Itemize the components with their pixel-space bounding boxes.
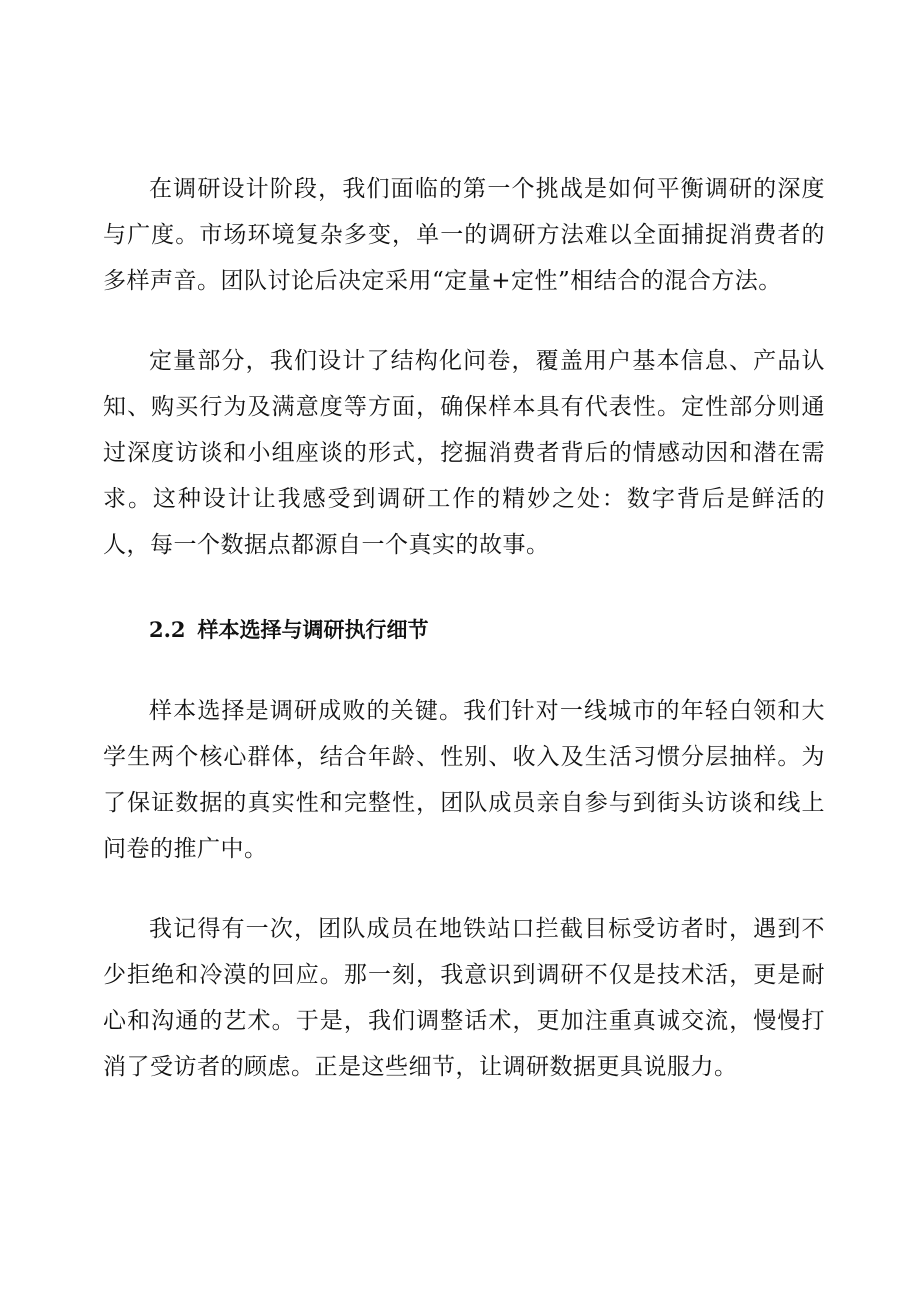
section-title: 样本选择与调研执行细节 [197,618,429,642]
paragraph-field-story: 我记得有一次，团队成员在地铁站口拦截目标受访者时，遇到不少拒绝和冷漠的回应。那一刻，我意识到调研不仅是技术活，更是耐心和沟通的艺术。于是，我们调整话术，更加注重真诚交流，慢慢打消了受访者的顾虑。正是这些细节，让调研数据更具说服力。 [103,916,825,1080]
paragraph-design-challenge: 在调研设计阶段，我们面临的第一个挑战是如何平衡调研的深度与广度。市场环境复杂多变，单一的调研方法难以全面捕捉消费者的多样声音。团队讨论后决定采用“定量+定性”相结合的混合方法。 [103,176,825,294]
section-heading [103,607,825,653]
section-number: 2.2 [149,617,186,642]
paragraph-sample-selection: 样本选择是调研成败的关键。我们针对一线城市的年轻白领和大学生两个核心群体，结合年龄、性别、收入及生活习惯分层抽样。为了保证数据的真实性和完整性，团队成员亲自参与到街头访谈和线上问卷的推广中。 [103,698,825,862]
document-body [103,166,825,1090]
paragraph-quant-qual: 定量部分，我们设计了结构化问卷，覆盖用户基本信息、产品认知、购买行为及满意度等方面，确保样本具有代表性。定性部分则通过深度访谈和小组座谈的形式，挖掘消费者背后的情感动因和潜在需求。这种设计让我感受到调研工作的精妙之处：数字背后是鲜活的人，每一个数据点都源自一个真实的故事。 [103,348,825,558]
